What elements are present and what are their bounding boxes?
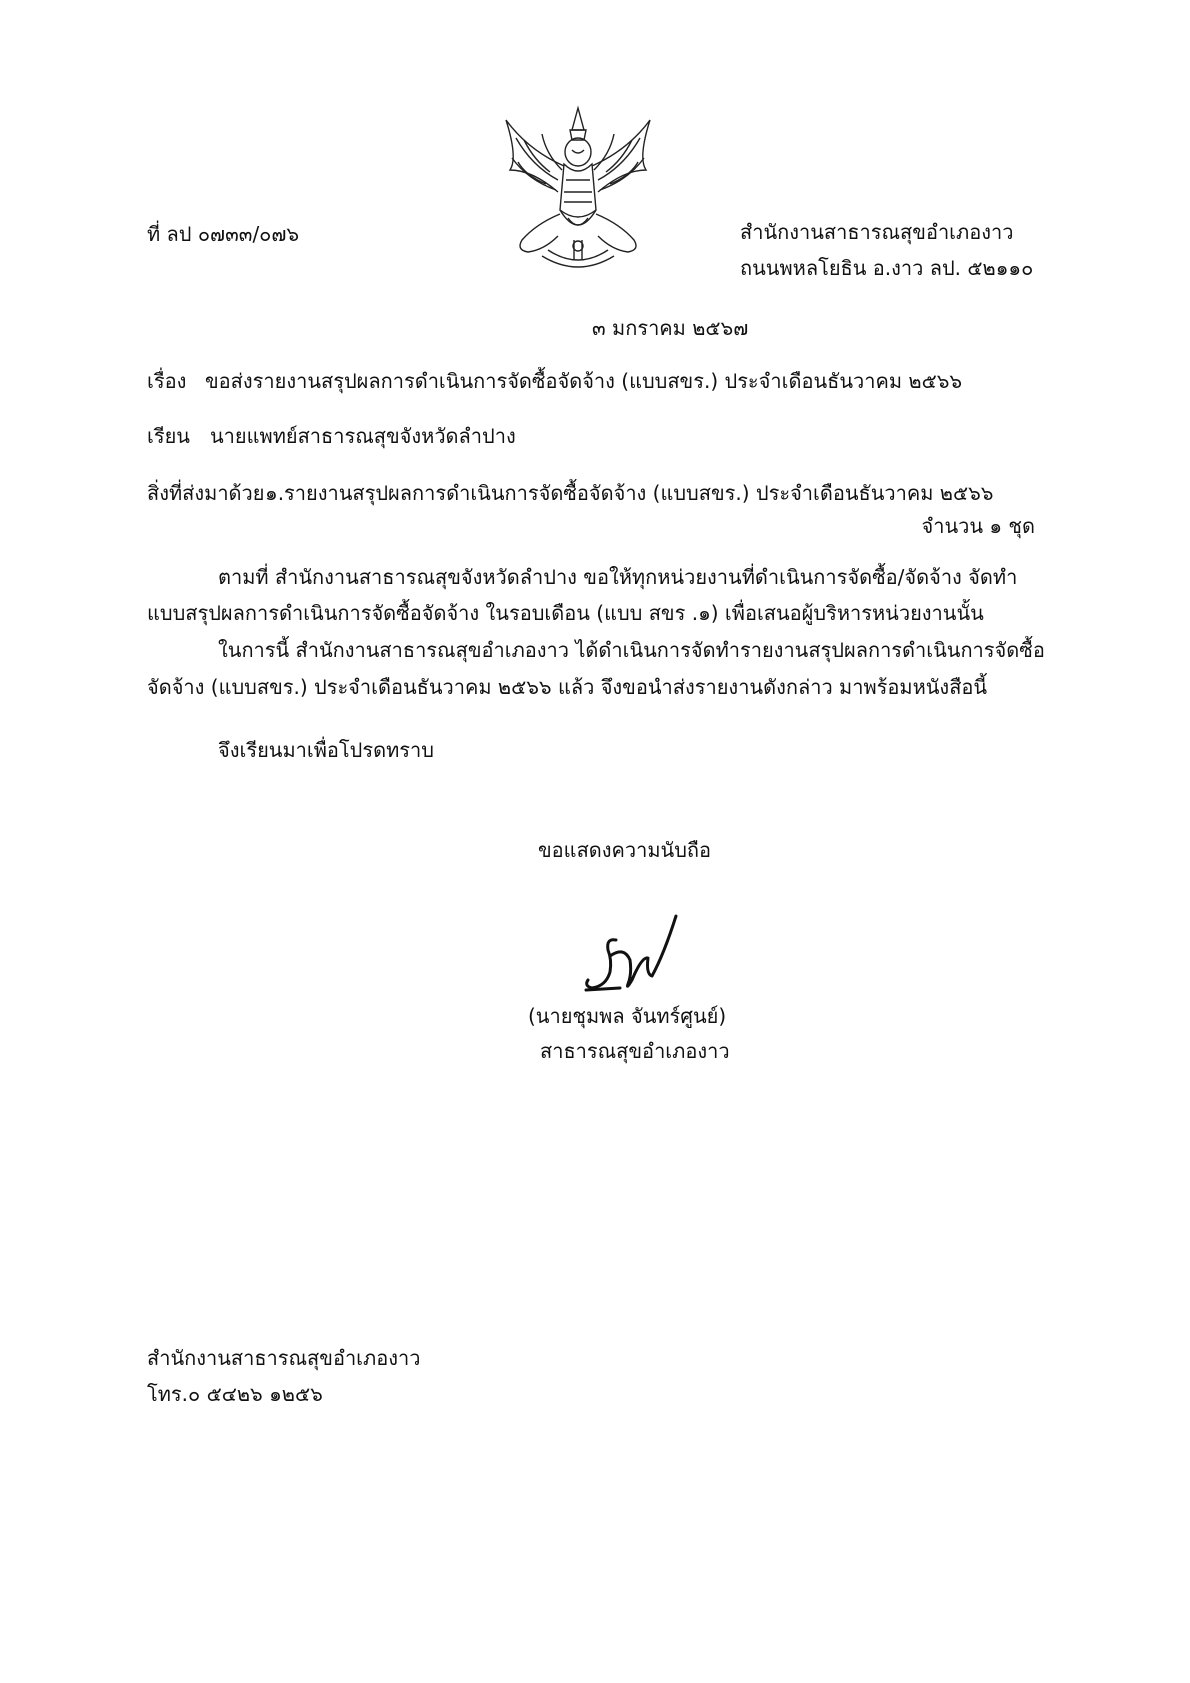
garuda-emblem-icon — [488, 100, 668, 280]
enclosure-label: สิ่งที่ส่งมาด้วย — [147, 481, 265, 505]
recipient-text: นายแพทย์สาธารณสุขจังหวัดลำปาง — [210, 424, 516, 448]
paragraph-2-line-1: ในการนี้ สำนักงานสาธารณสุขอำเภองาว ได้ดำเนินการจัดทำรายงานสรุปผลการดำเนินการจัดซื้อ — [218, 638, 1045, 662]
recipient-label: เรียน — [147, 424, 190, 448]
paragraph-1-line-2: แบบสรุปผลการดำเนินการจัดซื้อจัดจ้าง ในรอบเดือน (แบบ สขร .๑) เพื่อเสนอผู้บริหารหน่วยงานนั้น — [147, 601, 984, 625]
closing-line: จึงเรียนมาเพื่อโปรดทราบ — [218, 738, 434, 762]
reference-number: ที่ ลป ๐๗๓๓/๐๗๖ — [147, 222, 300, 246]
office-name: สำนักงานสาธารณสุขอำเภองาว — [740, 220, 1014, 244]
footer-phone: โทร.๐ ๕๔๒๖ ๑๒๕๖ — [147, 1382, 323, 1406]
enclosure-quantity: จำนวน ๑ ชุด — [921, 514, 1035, 538]
signature-icon — [580, 910, 710, 1000]
subject-label: เรื่อง — [147, 369, 187, 393]
paragraph-2-line-2: จัดจ้าง (แบบสขร.) ประจำเดือนธันวาคม ๒๕๖๖ แล้ว จึงขอนำส่งรายงานดังกล่าว มาพร้อมหนังสือนี้ — [147, 675, 988, 699]
subject-text: ขอส่งรายงานสรุปผลการดำเนินการจัดซื้อจัดจ้าง (แบบสขร.) ประจำเดือนธันวาคม ๒๕๖๖ — [205, 369, 963, 393]
signer-name: (นายชุมพล จันทร์ศูนย์) — [528, 1004, 727, 1028]
paragraph-1-line-1: ตามที่ สำนักงานสาธารณสุขจังหวัดลำปาง ขอให้ทุกหน่วยงานที่ดำเนินการจัดซื้อ/จัดจ้าง จัดทำ — [218, 565, 1018, 589]
footer-office: สำนักงานสาธารณสุขอำเภองาว — [147, 1346, 421, 1370]
office-address: ถนนพหลโยธิน อ.งาว ลป. ๕๒๑๑๐ — [740, 256, 1034, 280]
signer-position: สาธารณสุขอำเภองาว — [540, 1039, 730, 1063]
letter-date: ๓ มกราคม ๒๕๖๗ — [592, 316, 749, 340]
salutation: ขอแสดงความนับถือ — [538, 838, 712, 862]
enclosure-text: ๑.รายงานสรุปผลการดำเนินการจัดซื้อจัดจ้าง (แบบสขร.) ประจำเดือนธันวาคม ๒๕๖๖ — [265, 481, 994, 505]
